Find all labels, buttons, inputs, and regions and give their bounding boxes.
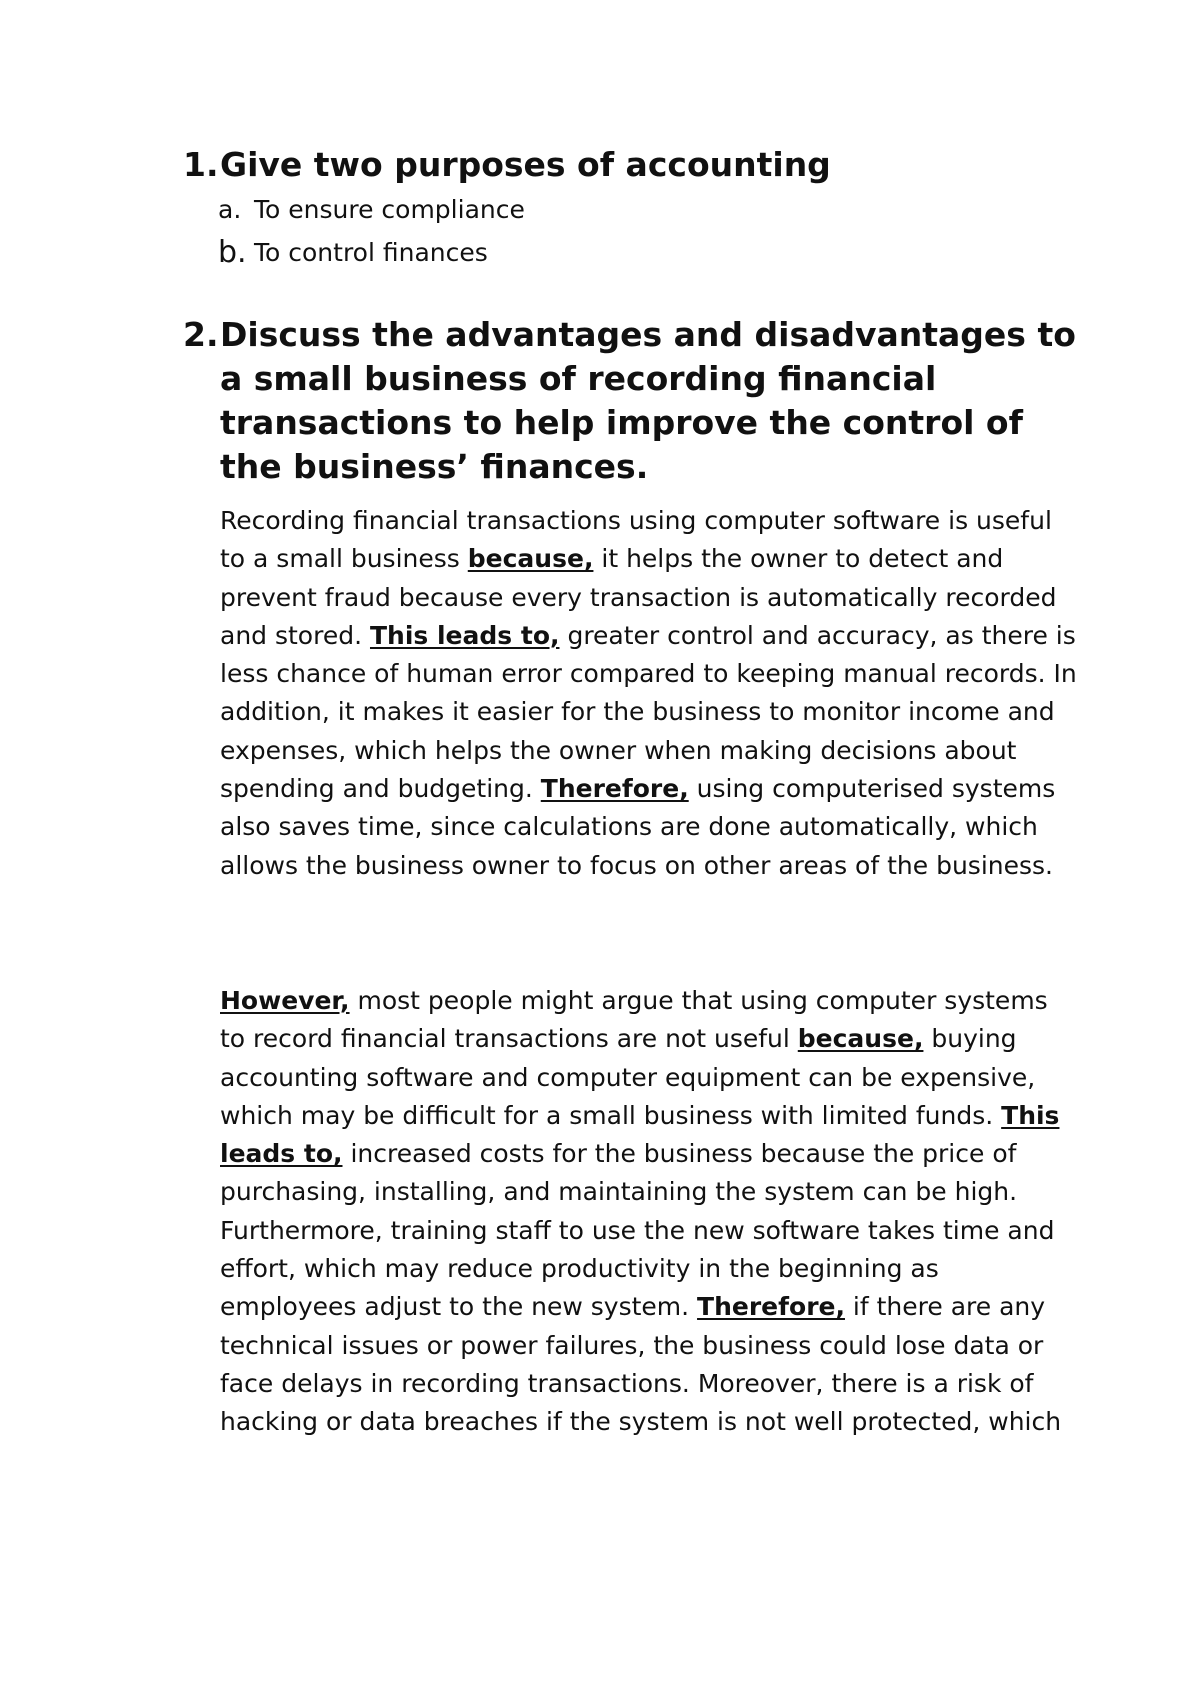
paragraph-text: Recording financial transactions using computer software is useful to a small business	[220, 506, 1052, 574]
question-2-text: Discuss the advantages and disadvantages to a small business of recording financial transactions to help improve the control of the business’ finances.	[220, 315, 1076, 486]
answer-a	[218, 188, 525, 231]
connective-keyword: Therefore,	[540, 774, 689, 804]
paragraph-text: using computerised systems also saves time, since calculations are done automatically, which allows the business owner to focus on other areas of the business.	[220, 774, 1056, 880]
answer-paragraph-disadvantages	[220, 982, 1080, 1442]
question-1-answers	[218, 188, 525, 274]
connective-keyword: Therefore,	[697, 1292, 845, 1322]
question-1-number: 1.	[183, 145, 219, 184]
answer-b-text: To control finances	[254, 238, 488, 267]
answer-b-marker: b.	[218, 235, 247, 270]
connective-keyword: However,	[220, 986, 350, 1015]
question-2	[183, 313, 1083, 489]
connective-keyword: because,	[467, 544, 594, 574]
paragraph-text: increased costs for the business because the price of purchasing, installing, and maintaining the system can be high. Furthermore, training staff to use the new software takes time and effort, which may reduce productivity in the beginning as employees adjust to the new system.	[220, 1139, 1055, 1322]
paragraph-text: if there are any technical issues or power failures, the business could lose data or face delays in recording transactions. Moreover, there is a risk of hacking or data breaches if the system is not well protected, which	[220, 1292, 1062, 1437]
answer-a-text: To ensure compliance	[254, 195, 525, 224]
paragraph-text: buying accounting software and computer equipment can be expensive, which may be difficult for a small business with limited funds.	[220, 1024, 1036, 1130]
paragraph-text: greater control and accuracy, as there is less chance of human error compared to keeping manual records. In addition, it makes it easier for the business to monitor income and expenses, which helps the owner when making decisions about spending and budgeting.	[220, 620, 1077, 804]
connective-keyword: This leads to,	[220, 1100, 1060, 1169]
answer-a-marker: a.	[218, 195, 242, 224]
answer-b	[218, 231, 525, 274]
answer-paragraph-advantages	[220, 502, 1080, 885]
paragraph-text: most people might argue that using computer systems to record financial transactions are not useful	[220, 986, 1048, 1054]
question-2-number: 2.	[183, 315, 219, 354]
question-1-text: Give two purposes of accounting	[220, 145, 831, 184]
paragraph-text: it helps the owner to detect and prevent fraud because every transaction is automatically recorded and stored.	[220, 544, 1057, 650]
connective-keyword: because,	[797, 1024, 924, 1054]
question-1	[183, 143, 1083, 187]
connective-keyword: This leads to,	[369, 620, 560, 650]
